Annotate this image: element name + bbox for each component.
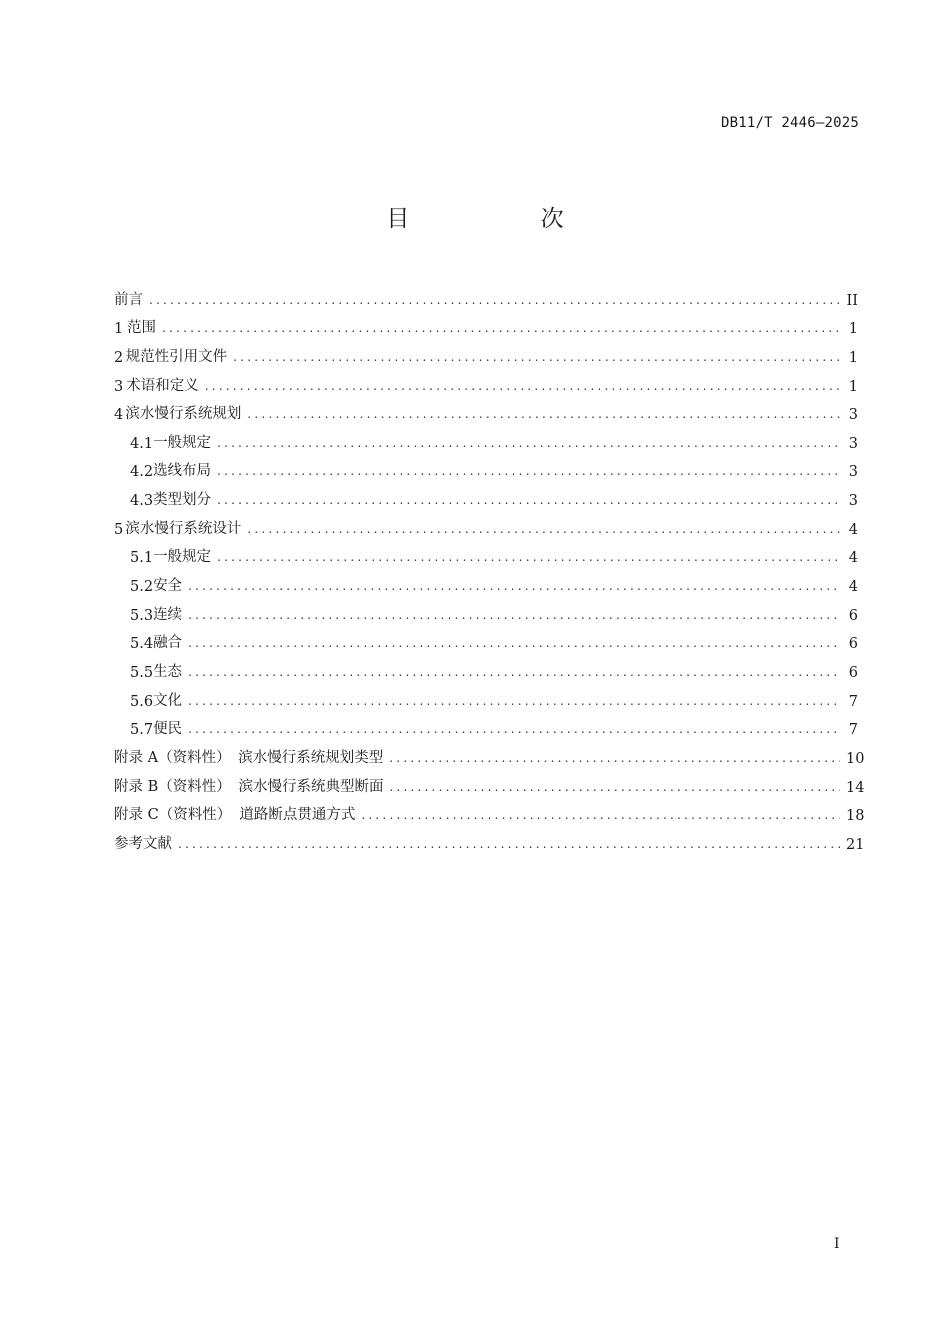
footer-page-number: I — [834, 1236, 840, 1252]
toc-page-number: 1 — [848, 321, 858, 338]
toc-page-number: 10 — [846, 750, 865, 767]
toc-label: 前言 — [114, 291, 143, 308]
toc-label: 类型划分 — [153, 492, 212, 509]
toc-leader-dots — [217, 434, 840, 452]
toc-leader-dots — [205, 377, 840, 395]
toc-page-number: II — [846, 292, 858, 309]
document-code: DB11/T 2446—2025 — [720, 115, 859, 131]
toc-leader-dots — [217, 491, 840, 509]
toc-page-number: 7 — [848, 693, 858, 710]
toc-entry-4-2[interactable] — [114, 452, 858, 481]
toc-label: 一般规定 — [153, 434, 212, 451]
toc-leader-dots — [188, 577, 840, 595]
toc-leader-dots — [217, 462, 840, 480]
toc-page-number: 14 — [846, 779, 865, 796]
toc-entry-5-1[interactable] — [114, 538, 858, 567]
toc-entry-appendix-a[interactable] — [114, 738, 865, 767]
toc-entry-5[interactable] — [114, 509, 858, 538]
toc-entry-references[interactable] — [114, 824, 865, 853]
toc-entry-4-3[interactable] — [114, 480, 858, 509]
toc-section-number: 4.3 — [130, 493, 154, 510]
table-of-contents — [114, 280, 865, 853]
toc-label: 滨水慢行系统规划 — [125, 406, 242, 423]
toc-label: 选线布局 — [153, 463, 212, 480]
toc-page-number: 1 — [848, 349, 858, 366]
toc-appendix-label: 附录 A（资料性） — [114, 749, 231, 766]
toc-section-number: 3 — [114, 378, 124, 395]
toc-leader-dots — [233, 348, 840, 366]
toc-page-number: 4 — [848, 521, 858, 538]
toc-page-number: 3 — [848, 407, 858, 424]
toc-section-number: 5.6 — [130, 693, 154, 710]
toc-label: 滨水慢行系统规划类型 — [238, 749, 384, 766]
toc-label: 规范性引用文件 — [125, 348, 228, 365]
toc-label: 融合 — [153, 635, 183, 652]
toc-label: 便民 — [153, 721, 183, 738]
toc-leader-dots — [389, 749, 840, 767]
toc-label: 文化 — [153, 692, 183, 709]
toc-entry-foreword[interactable] — [114, 280, 858, 309]
toc-leader-dots — [178, 835, 840, 853]
toc-entry-1[interactable] — [114, 309, 858, 338]
toc-label: 安全 — [153, 578, 183, 595]
toc-entry-5-2[interactable] — [114, 566, 858, 595]
toc-section-number: 5.1 — [130, 550, 154, 567]
toc-entry-5-6[interactable] — [114, 681, 858, 710]
toc-leader-dots — [188, 692, 840, 710]
toc-section-number: 5.7 — [130, 722, 154, 739]
toc-leader-dots — [162, 319, 840, 337]
toc-section-number: 1 — [114, 321, 124, 338]
toc-label: 道路断点贯通方式 — [239, 807, 356, 824]
toc-entry-4[interactable] — [114, 395, 858, 424]
toc-page-number: 21 — [846, 836, 865, 853]
toc-label: 一般规定 — [153, 549, 212, 566]
toc-leader-dots — [247, 405, 840, 423]
toc-page-number: 7 — [848, 722, 858, 739]
toc-section-number: 5.4 — [130, 636, 154, 653]
toc-page-number: 6 — [848, 664, 858, 681]
toc-entry-5-7[interactable] — [114, 710, 858, 739]
toc-label: 术语和定义 — [126, 377, 199, 394]
toc-entry-3[interactable] — [114, 366, 858, 395]
toc-page-number: 6 — [848, 607, 858, 624]
toc-page-number: 3 — [848, 493, 858, 510]
toc-section-number: 5.3 — [130, 607, 154, 624]
toc-page-number: 4 — [848, 579, 858, 596]
toc-section-number: 5.2 — [130, 579, 154, 596]
toc-leader-dots — [188, 606, 840, 624]
toc-page-number: 18 — [846, 808, 865, 825]
toc-label: 连续 — [153, 606, 183, 623]
toc-entry-5-4[interactable] — [114, 624, 858, 653]
toc-label: 范围 — [127, 320, 157, 337]
toc-entry-appendix-c[interactable] — [114, 796, 865, 825]
toc-section-number: 4.1 — [130, 435, 154, 452]
toc-entry-5-3[interactable] — [114, 595, 858, 624]
toc-label: 滨水慢行系统典型断面 — [238, 778, 384, 795]
toc-leader-dots — [217, 548, 840, 566]
toc-appendix-label: 附录 B（资料性） — [114, 778, 231, 795]
toc-entry-appendix-b[interactable] — [114, 767, 865, 796]
toc-leader-dots — [361, 806, 840, 824]
toc-leader-dots — [247, 520, 840, 538]
toc-label: 生态 — [153, 663, 183, 680]
toc-section-number: 5 — [114, 521, 124, 538]
toc-page-number: 6 — [848, 636, 858, 653]
toc-leader-dots — [188, 720, 840, 738]
page-title: 目 次 — [386, 206, 626, 232]
toc-entry-2[interactable] — [114, 337, 858, 366]
toc-label: 滨水慢行系统设计 — [125, 520, 242, 537]
toc-section-number: 4.2 — [130, 464, 154, 481]
toc-label: 参考文献 — [114, 835, 172, 852]
toc-page-number: 1 — [848, 378, 858, 395]
toc-section-number: 2 — [114, 349, 124, 366]
toc-appendix-label: 附录 C（资料性） — [114, 807, 232, 824]
toc-section-number: 5.5 — [130, 664, 154, 681]
toc-entry-4-1[interactable] — [114, 423, 858, 452]
toc-leader-dots — [188, 634, 840, 652]
toc-section-number: 4 — [114, 407, 124, 424]
toc-leader-dots — [389, 778, 840, 796]
toc-leader-dots — [188, 663, 840, 681]
toc-leader-dots — [149, 291, 840, 309]
toc-page-number: 4 — [848, 550, 858, 567]
toc-page-number: 3 — [848, 464, 858, 481]
toc-entry-5-5[interactable] — [114, 652, 858, 681]
toc-page-number: 3 — [848, 435, 858, 452]
